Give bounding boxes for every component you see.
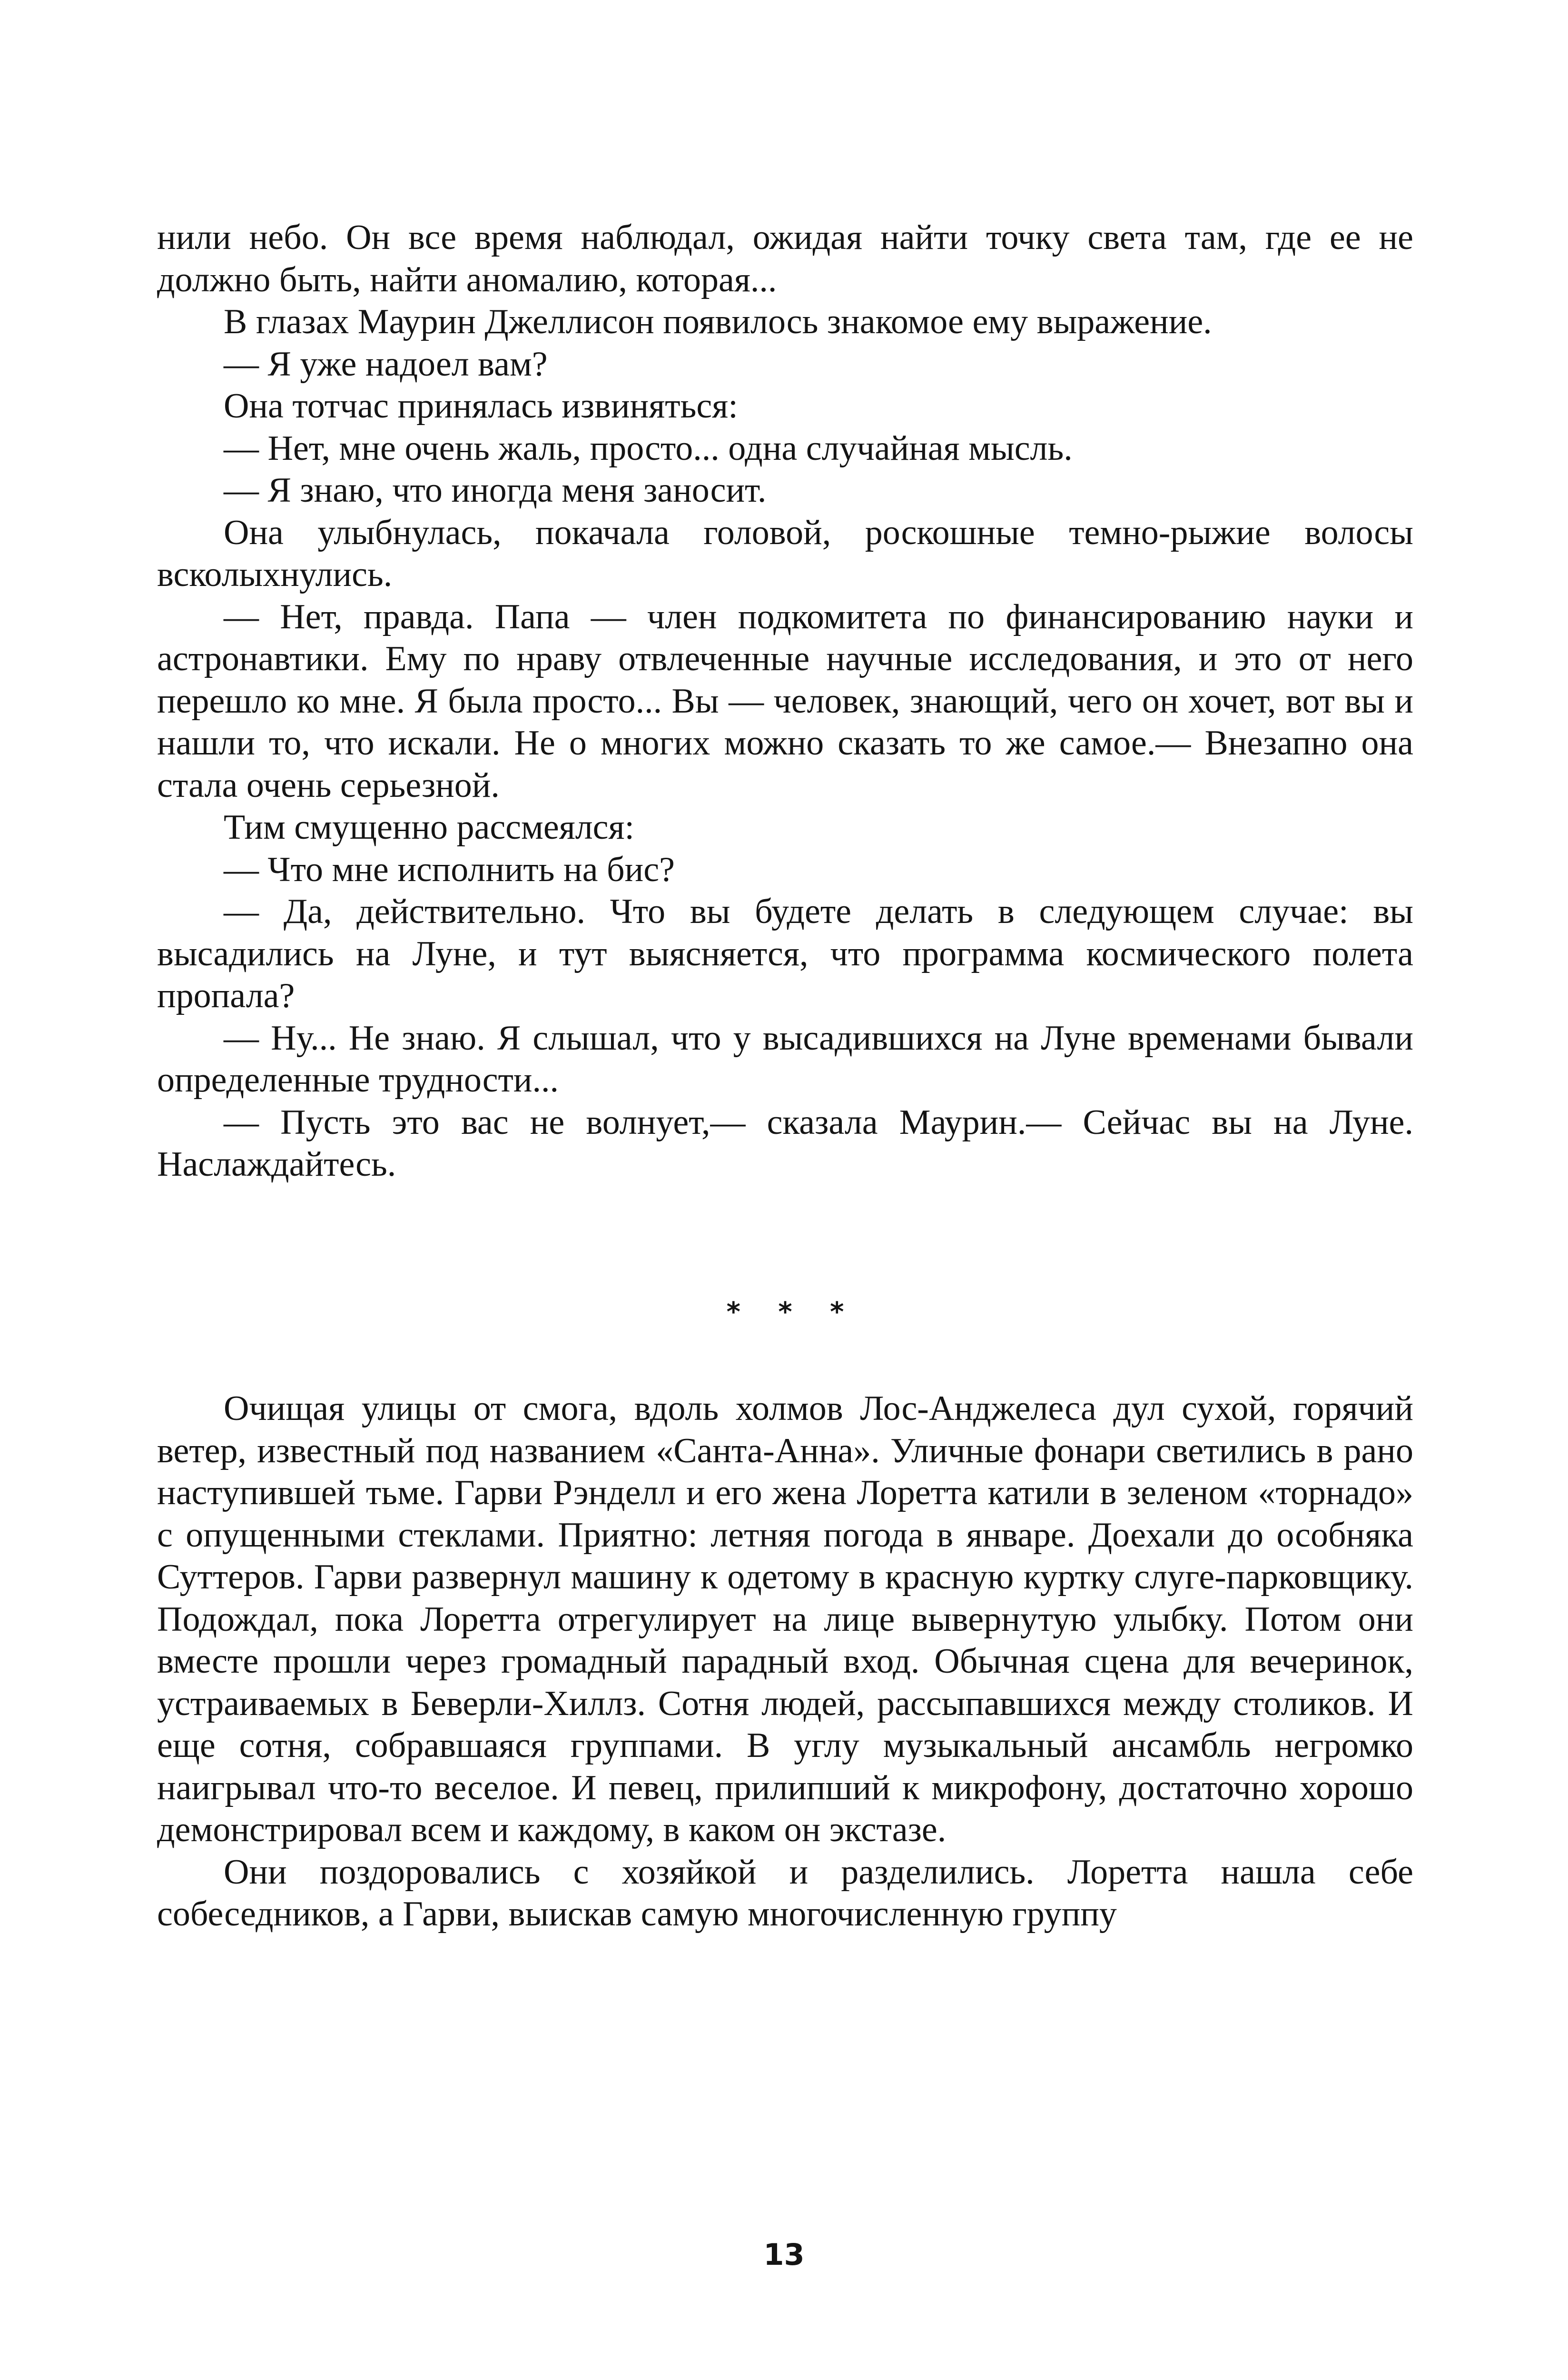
paragraph: — Нет, мне очень жаль, просто... одна случайная мысль.: [224, 428, 1073, 468]
paragraph: Очищая улицы от смога, вдоль холмов Лос-Анджелеса дул сухой, горячий ветер, известный под названием «Санта-Анна». Уличные фонари светились в рано наступившей тьме. Гарви Рэнделл и его жена Лоретта катили в зеленом «торнадо» с опущенными стеклами. Приятно: летняя погода в январе. Доехали до особняка Суттеров. Гарви развернул машину к одетому в красную куртку слуге-парковщику. Подождал, пока Лоретта отрегулирует на лице вывернутую улыбку. Потом они вместе прошли через громадный парадный вход. Обычная сцена для вечеринок, устраиваемых в Беверли-Хиллз. Сотня людей, рассыпавшихся между столиков. И еще сотня, собравшаяся группами. В углу музыкальный ансамбль негромко наигрывал что-то веселое. И певец, прилипший к микрофону, достаточно хорошо демонстрировал всем и каждому, в каком он экстазе.: [157, 1389, 1413, 1849]
paragraph: — Я знаю, что иногда меня заносит.: [224, 471, 767, 510]
paragraph: нили небо. Он все время наблюдал, ожидая найти точку света там, где ее не должно быть, найти аномалию, которая...: [157, 218, 1413, 299]
paragraph: — Я уже надоел вам?: [224, 344, 548, 384]
paragraph: Они поздоровались с хозяйкой и разделились. Лоретта нашла себе собеседников, а Гарви, выискав самую многочисленную группу: [157, 1852, 1413, 1934]
paragraph: В глазах Маурин Джеллисон появилось знакомое ему выражение.: [224, 302, 1212, 341]
paragraph: — Пусть это вас не волнует,— сказала Маурин.— Сейчас вы на Луне. Наслаждайтесь.: [157, 1102, 1413, 1184]
paragraph: — Что мне исполнить на бис?: [224, 850, 675, 889]
paragraph: Тим смущенно рассмеялся:: [224, 808, 635, 847]
page-number: 13: [763, 2237, 805, 2272]
page-text: [157, 217, 1413, 1935]
paragraph: Она тотчас принялась извиняться:: [224, 387, 738, 426]
paragraph: — Нет, правда. Папа — член подкомитета по финансированию науки и астронавтики. Ему по нраву отвлеченные научные исследования, и это от него перешло ко мне. Я была просто... Вы — человек, знающий, чего он хочет, вот вы и нашли то, что искали. Не о многих можно сказать то же самое.— Внезапно она стала очень серьезной.: [157, 597, 1413, 805]
paragraph: Она улыбнулась, покачала головой, роскошные темно-рыжие волосы всколыхнулись.: [157, 513, 1413, 594]
section-separator: * * *: [726, 1296, 858, 1328]
paragraph: — Ну... Не знаю. Я слышал, что у высадившихся на Луне временами бывали определенные трудности...: [157, 1018, 1413, 1100]
paragraph: — Да, действительно. Что вы будете делать в следующем случае: вы высадились на Луне, и тут выясняется, что программа космического полета пропала?: [157, 892, 1413, 1015]
